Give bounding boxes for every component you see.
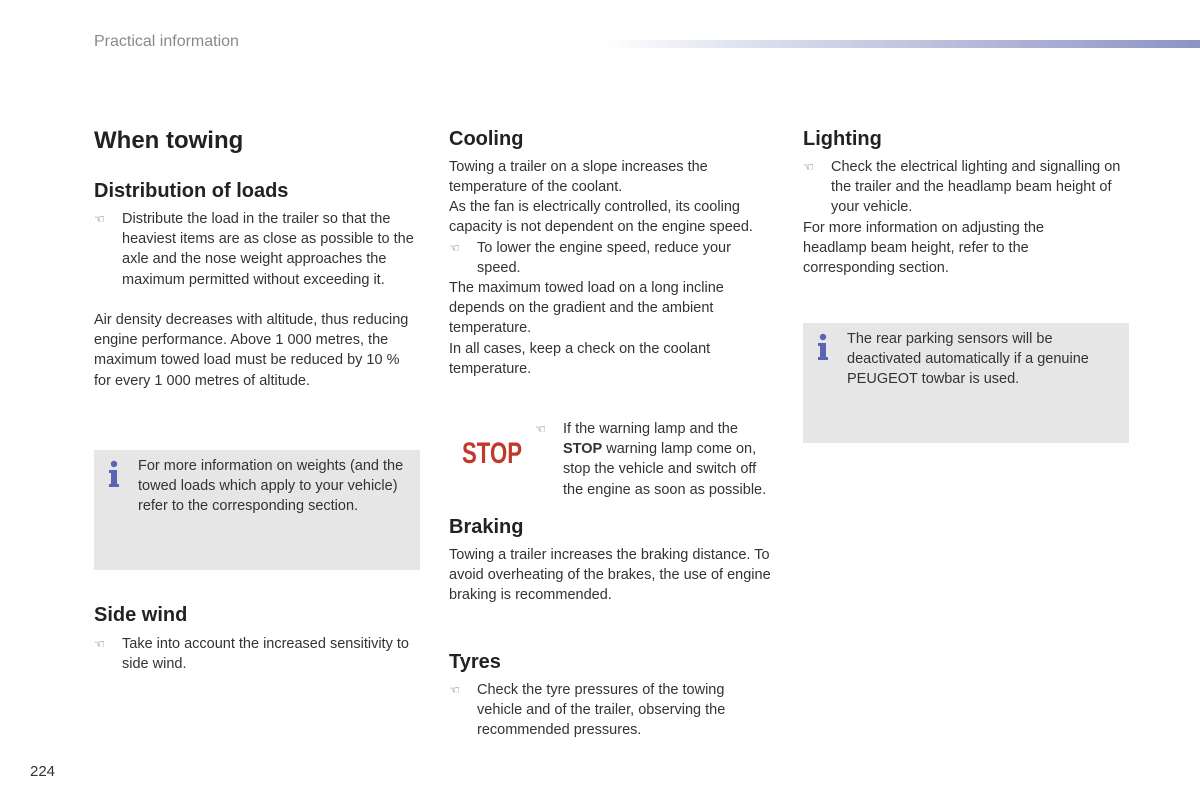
- pointer-icon: ☜: [94, 212, 105, 226]
- pointer-icon: ☜: [803, 160, 814, 174]
- info-box-parking: [803, 323, 1129, 443]
- page-number: 224: [30, 763, 56, 780]
- stop-warning-text-2: warning lamp come on, stop the vehicle and switch off the engine as soon as possible.: [563, 441, 767, 498]
- pointer-icon: ☜: [449, 241, 460, 255]
- cooling-heading: Cooling: [449, 128, 524, 150]
- side-wind-bullet-text: Take into account the increased sensitivity to side wind.: [122, 636, 409, 673]
- header-decor-bar: [600, 40, 1200, 48]
- stop-warning-icon: [460, 434, 524, 470]
- pointer-icon: ☜: [449, 683, 460, 697]
- braking-heading: Braking: [449, 516, 524, 538]
- lighting-paragraph: For more information on adjusting the headlamp beam height, refer to the corresponding section.: [803, 220, 1044, 277]
- lighting-bullet-text: Check the electrical lighting and signalling on the trailer and the headlamp beam height of your vehicle.: [831, 159, 1121, 216]
- info-box-parking-text: The rear parking sensors will be deactivated automatically if a genuine PEUGEOT towbar is used.: [847, 331, 1089, 388]
- pointer-icon: ☜: [535, 422, 546, 436]
- pointer-icon: ☜: [94, 637, 105, 651]
- stop-warning-text-1: If the warning lamp and the: [563, 421, 738, 437]
- tyres-bullet-text: Check the tyre pressures of the towing vehicle and of the trailer, observing the recommended pressures.: [477, 682, 726, 739]
- info-icon: [817, 333, 829, 361]
- stop-warning-bold: STOP: [563, 441, 603, 458]
- tyres-heading: Tyres: [449, 651, 501, 673]
- stop-warning-bullet: [535, 419, 775, 500]
- side-wind-bullet: [94, 634, 416, 674]
- info-box-weights: [94, 450, 420, 570]
- cooling-bullet-text: To lower the engine speed, reduce your speed.: [477, 240, 731, 277]
- distribution-bullet: [94, 209, 414, 290]
- page-title: When towing: [94, 127, 244, 154]
- distribution-paragraph: Air density decreases with altitude, thus reducing engine performance. Above 1 000 metres, the maximum towed load must be reduced by 10 % for every 1 000 metres of altitude.: [94, 312, 409, 389]
- distribution-heading: Distribution of loads: [94, 180, 289, 202]
- info-icon: [108, 460, 120, 488]
- lighting-heading: Lighting: [803, 128, 882, 150]
- side-wind-heading: Side wind: [94, 604, 188, 626]
- tyres-bullet: [449, 680, 754, 741]
- lighting-bullet: [803, 157, 1128, 218]
- braking-paragraph: Towing a trailer increases the braking distance. To avoid overheating of the brakes, the use of engine braking is recommended.: [449, 547, 771, 604]
- cooling-para-4: In all cases, keep a check on the coolant temperature.: [449, 341, 711, 378]
- section-title: Practical information: [94, 33, 239, 50]
- svg-text:STOP: STOP: [462, 437, 522, 470]
- cooling-para-2: As the fan is electrically controlled, its cooling capacity is not dependent on the engine speed.: [449, 199, 753, 236]
- cooling-para-1: Towing a trailer on a slope increases the temperature of the coolant.: [449, 159, 708, 196]
- cooling-bullet: [449, 238, 759, 278]
- info-box-weights-text: For more information on weights (and the towed loads which apply to your vehicle) refer to the corresponding section.: [138, 458, 404, 515]
- cooling-para-3: The maximum towed load on a long incline depends on the gradient and the ambient temperature.: [449, 280, 724, 337]
- distribution-bullet-text: Distribute the load in the trailer so that the heaviest items are as close as possible to the axle and the nose weight approaches the maximum permitted without exceeding it.: [122, 211, 414, 288]
